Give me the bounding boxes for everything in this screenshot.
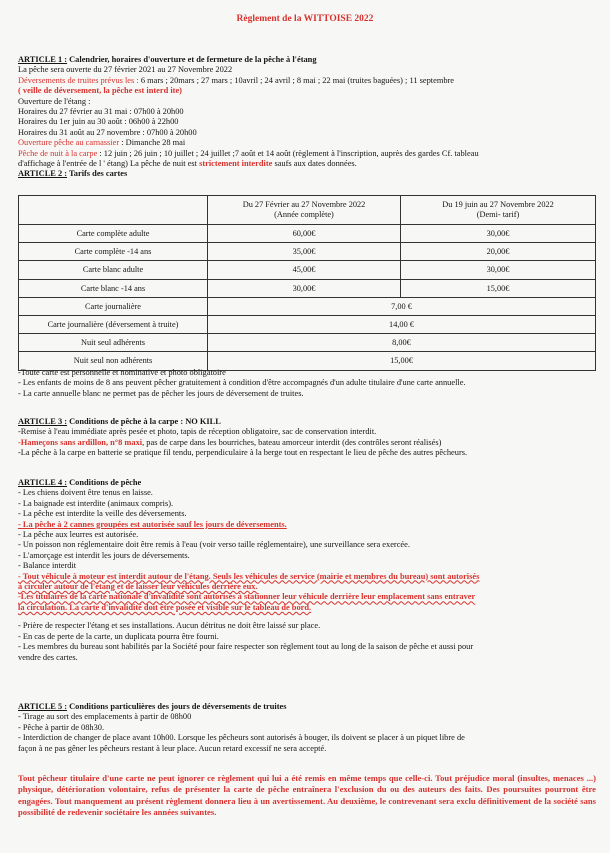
article-5-line-3-cont: façon à ne pas gêner les pêcheurs restant à leur place. Aucun retard excessif ne sera accepté. — [18, 743, 327, 753]
article-2-notes — [18, 368, 598, 399]
spacer — [18, 613, 598, 621]
table-row — [19, 279, 596, 297]
rule-lures: - La pêche aux leurres est autorisée. — [18, 530, 139, 540]
price-merged: 14,00 € — [208, 315, 596, 333]
row-label: Nuit seul adhérents — [19, 334, 208, 352]
price-full: 45,00€ — [208, 261, 401, 279]
row-label: Carte blanc -14 ans — [19, 279, 208, 297]
rule-disability: -Les titulaires de la carte nationale d'invalidité sont autorisés à stationner leur véhicule derrière leur emplacement sans entraver — [18, 592, 476, 602]
price-full: 30,00€ — [208, 279, 401, 297]
stocking-eve-note: ( veille de déversement, la pêche est interd ite) — [18, 86, 182, 96]
hours-2: Horaires du 1er juin au 30 août : 06h00 à 22h00 — [18, 117, 179, 127]
table-row — [19, 334, 596, 352]
rule-scale: - Balance interdit — [18, 561, 77, 571]
article-3-line-1: -Remise à l'eau immédiate après pesée et photo, tapis de réception obligatoire, sac de conservation interdit. — [18, 427, 377, 437]
price-full: 35,00€ — [208, 243, 401, 261]
article-1 — [18, 55, 598, 180]
article-3-line-3: -La pêche à la carpe en batterie se pratique fil tendu, perpendiculaire à la berge tout en respectant le lieu de pêche des autres pêcheurs. — [18, 448, 468, 458]
rule-vehicles-cont: à circuler autour de l'étang et de laisser leur véhicules derrière eux. — [18, 582, 258, 592]
hours-1: Horaires du 27 février au 31 mai : 07h00 à 20h00 — [18, 107, 184, 117]
article-2-heading: ARTICLE 2 : Tarifs des cartes — [18, 169, 128, 179]
rule-board-cont: vendre des cartes. — [18, 652, 78, 662]
rule-disability-cont: la circulation. La carte d'invalidité doit être posée et visible sur le tableau de bord. — [18, 602, 312, 612]
table-row — [19, 315, 596, 333]
article-4-heading: ARTICLE 4 : Conditions de pêche — [18, 478, 142, 487]
opening-period: La pêche sera ouverte du 27 février 2021 au 27 Novembre 2022 — [18, 65, 233, 75]
price-half: 30,00€ — [401, 261, 596, 279]
night-fishing-rule: d'affichage à l'entrée de l ' étang) La pêche de nuit est strictement interdite saufs aux dates données. — [18, 159, 357, 169]
table-row — [19, 243, 596, 261]
rule-duplicate: - En cas de perte de la carte, un duplicata pourra être fourni. — [18, 631, 219, 641]
rule-eve: - La pêche est interdite la veille des déversements. — [18, 509, 187, 519]
night-carp-dates: Pêche de nuit à la carpe : 12 juin ; 26 juin ; 10 juillet ; 24 juillet ;7 août et 14 août (règlement à l'inscription, auprès des gardes Cf. tableau — [18, 148, 479, 158]
rule-respect: - Prière de respecter l'étang et ses installations. Aucun détritus ne doit être laissé sur place. — [18, 621, 321, 631]
row-label: Nuit seul non adhérents — [19, 352, 208, 370]
table-corner — [19, 196, 208, 225]
row-label: Carte journalière (déversement à truite) — [19, 315, 208, 333]
price-merged: 8,00€ — [208, 334, 596, 352]
row-label: Carte complète adulte — [19, 225, 208, 243]
rule-board: - Les membres du bureau sont habilités par la Société pour faire respecter son règlement tout au long de la saison de pêche et aussi pour — [18, 642, 474, 652]
page-title: Règlement de la WITTOISE 2022 — [236, 14, 374, 24]
tariff-table — [18, 195, 596, 371]
hours-3: Horaires du 31 août au 27 novembre : 07h00 à 20h00 — [18, 127, 197, 137]
article-5-line-3: - Interdiction de changer de place avant 10h00. Lorsque les pêcheurs sont autorisés à bouger, ils doivent se placer à un piquet libre de — [18, 733, 465, 743]
article-1-heading: ARTICLE 1 : Calendrier, horaires d'ouverture et de fermeture de la pêche à l'étang — [18, 55, 317, 64]
row-label: Carte blanc adulte — [19, 261, 208, 279]
rule-two-rods: - La pêche à 2 cannes groupées est autorisée sauf les jours de déversements. — [18, 519, 287, 529]
price-full: 60,00€ — [208, 225, 401, 243]
rule-dogs: - Les chiens doivent être tenus en laisse. — [18, 488, 153, 498]
pond-opening-label: Ouverture de l'étang : — [18, 96, 91, 106]
column-header-full-year: Du 27 Février au 27 Novembre 2022 (Année complète) — [208, 196, 401, 225]
note-3: - La carte annuelle blanc ne permet pas de pêcher les jours de déversement de truites. — [18, 388, 304, 398]
article-5-line-2: - Pêche à partir de 08h30. — [18, 722, 105, 732]
article-3-line-2: -Hameçons sans ardillon, n°8 maxi, pas de carpe dans les bourriches, bateau amorceur interdit (des contrôles seront réalisés) — [18, 437, 442, 447]
article-5-heading: ARTICLE 5 : Conditions particulières des jours de déversements de truites — [18, 702, 287, 711]
table-header-row — [19, 196, 596, 225]
table-row — [19, 225, 596, 243]
table-row — [19, 297, 596, 315]
stocking-dates: Déversements de truites prévus les : 6 mars ; 20mars ; 27 mars ; 10avril ; 24 avril ; 8 mai ; 22 mai (truites baguées) ; 11 septembre — [18, 75, 455, 85]
price-half: 30,00€ — [401, 225, 596, 243]
price-half: 20,00€ — [401, 243, 596, 261]
column-header-half-price: Du 19 juin au 27 Novembre 2022 (Demi- tarif) — [401, 196, 596, 225]
rule-vehicles: - Tout véhicule à moteur est interdit autour de l'étang. Seuls les véhicules de service (mairie et membres du bureau) sont autorisés — [18, 571, 480, 581]
predator-opening: Ouverture pêche au carnassier : Dimanche 28 mai — [18, 138, 186, 148]
article-3-heading: ARTICLE 3 : Conditions de pêche à la carpe : NO KILL — [18, 417, 221, 426]
table-row — [19, 261, 596, 279]
rule-baiting: - L'amorçage est interdit les jours de déversements. — [18, 550, 190, 560]
article-5-line-1: - Tirage au sort des emplacements à partir de 08h00 — [18, 712, 192, 722]
price-half: 15,00€ — [401, 279, 596, 297]
note-1: -Toute carte est personnelle et nominative et photo obligatoire — [18, 368, 226, 377]
rule-swimming: - La baignade est interdite (animaux compris). — [18, 498, 174, 508]
price-merged: 7,00 € — [208, 297, 596, 315]
footer-warning: Tout pêcheur titulaire d'une carte ne peut ignorer ce règlement qui lui a été remis en même temps que celle-ci. Tout préjudice moral (insultes, menaces ...) physique, détérioration volontaire, refus de présenter la carte de pêche entraînera l'exclusion du ou des auteurs des faits. Des poursuites pourront être engagées. Tout manquement au présent règlement donnera lieu à un avertissement. Au deuxième, le contrevenant sera exclu définitivement de la société sans possibilité de redevenir sociétaire les années suivantes. — [18, 773, 596, 817]
article-3 — [18, 417, 598, 459]
price-merged: 15,00€ — [208, 352, 596, 370]
rule-undersize: - Un poisson non réglementaire doit être remis à l'eau (voir verso taille réglementaire), une surveillance sera exercée. — [18, 540, 410, 550]
row-label: Carte complète -14 ans — [19, 243, 208, 261]
article-5 — [18, 702, 598, 754]
row-label: Carte journalière — [19, 297, 208, 315]
article-4 — [18, 478, 598, 663]
note-2: - Les enfants de moins de 8 ans peuvent pêcher gratuitement à condition d'être accompagnés d'un adulte titulaire d'une carte annuelle. — [18, 378, 466, 388]
